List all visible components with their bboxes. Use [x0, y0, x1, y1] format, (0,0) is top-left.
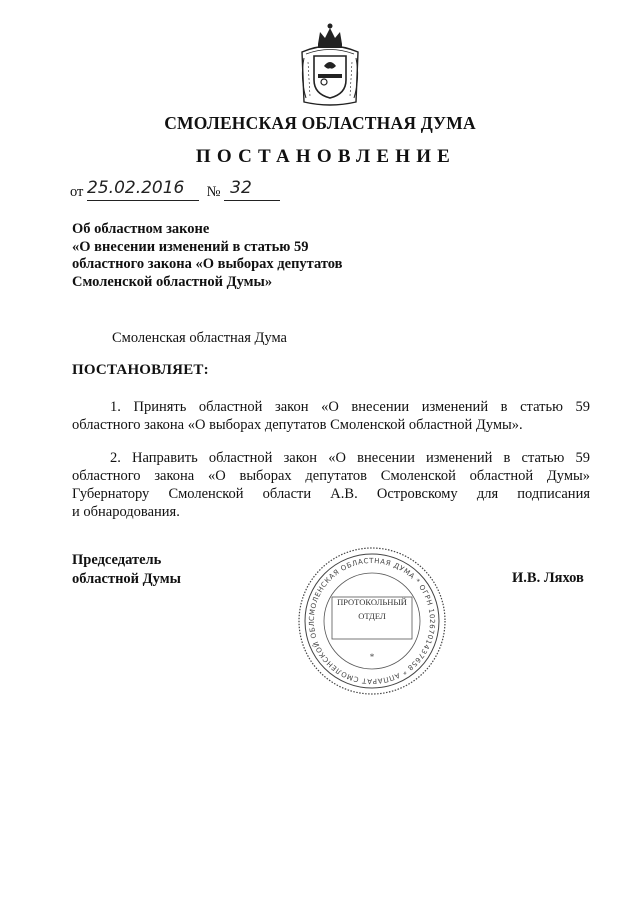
signatory-name: И.В. Ляхов [512, 570, 584, 586]
stamp-label [333, 595, 411, 637]
svg-text:*: * [369, 652, 375, 662]
stamp-ring-text: СМОЛЕНСКАЯ ОБЛАСТНАЯ ДУМА * ОГРН 1026701437658 * АППАРАТ СМОЛЕНСКОЙ ОБЛ [307, 556, 437, 686]
paragraph-line: областного закона «О выборах депутатов Смоленской областной Думы» [72, 468, 590, 484]
paragraph-line: и обнародования. [72, 504, 180, 520]
subject-line: областного закона «О выборах депутатов [72, 256, 343, 272]
number-field [224, 178, 280, 201]
signatory-title-line: областной Думы [72, 570, 181, 587]
signatory-title [72, 551, 181, 588]
subject-line: Смоленской областной Думы» [72, 273, 273, 290]
paragraph-line: 1. Принять областной закон «О внесении изменений в статью 59 [110, 399, 590, 415]
document-subject [72, 221, 343, 291]
stamp-label-line: ОТДЕЛ [358, 611, 386, 621]
official-stamp-seal [296, 545, 448, 697]
paragraph-item-1 [72, 398, 590, 434]
document-type-heading: ПОСТАНОВЛЕНИЕ [195, 146, 457, 167]
resolves-heading: ПОСТАНОВЛЯЕТ: [72, 362, 209, 378]
organization-title: СМОЛЕНСКАЯ ОБЛАСТНАЯ ДУМА [164, 113, 476, 133]
coat-of-arms-emblem [296, 18, 364, 108]
paragraph-line: Губернатору Смоленской области А.В. Островскому для подписания [72, 486, 590, 502]
date-prefix: от [70, 184, 84, 200]
signatory-title-line: Председатель [72, 552, 162, 568]
paragraph-line: 2. Направить областной закон «О внесении изменений в статью 59 [110, 450, 590, 466]
issuer-text: Смоленская областная Дума [112, 330, 287, 346]
number-prefix: № [206, 184, 221, 200]
date-field [87, 178, 199, 201]
handwritten-number: 32 [230, 178, 252, 198]
stamp-label-line: ПРОТОКОЛЬНЫЙ [337, 597, 407, 607]
paragraph-item-2 [72, 449, 590, 521]
date-number-line [70, 178, 280, 201]
paragraph-line: областного закона «О выборах депутатов Смоленской областной Думы». [72, 417, 523, 433]
handwritten-date: 25.02.2016 [87, 178, 185, 198]
subject-line: Об областном законе [72, 221, 210, 237]
subject-line: «О внесении изменений в статью 59 [72, 238, 309, 255]
